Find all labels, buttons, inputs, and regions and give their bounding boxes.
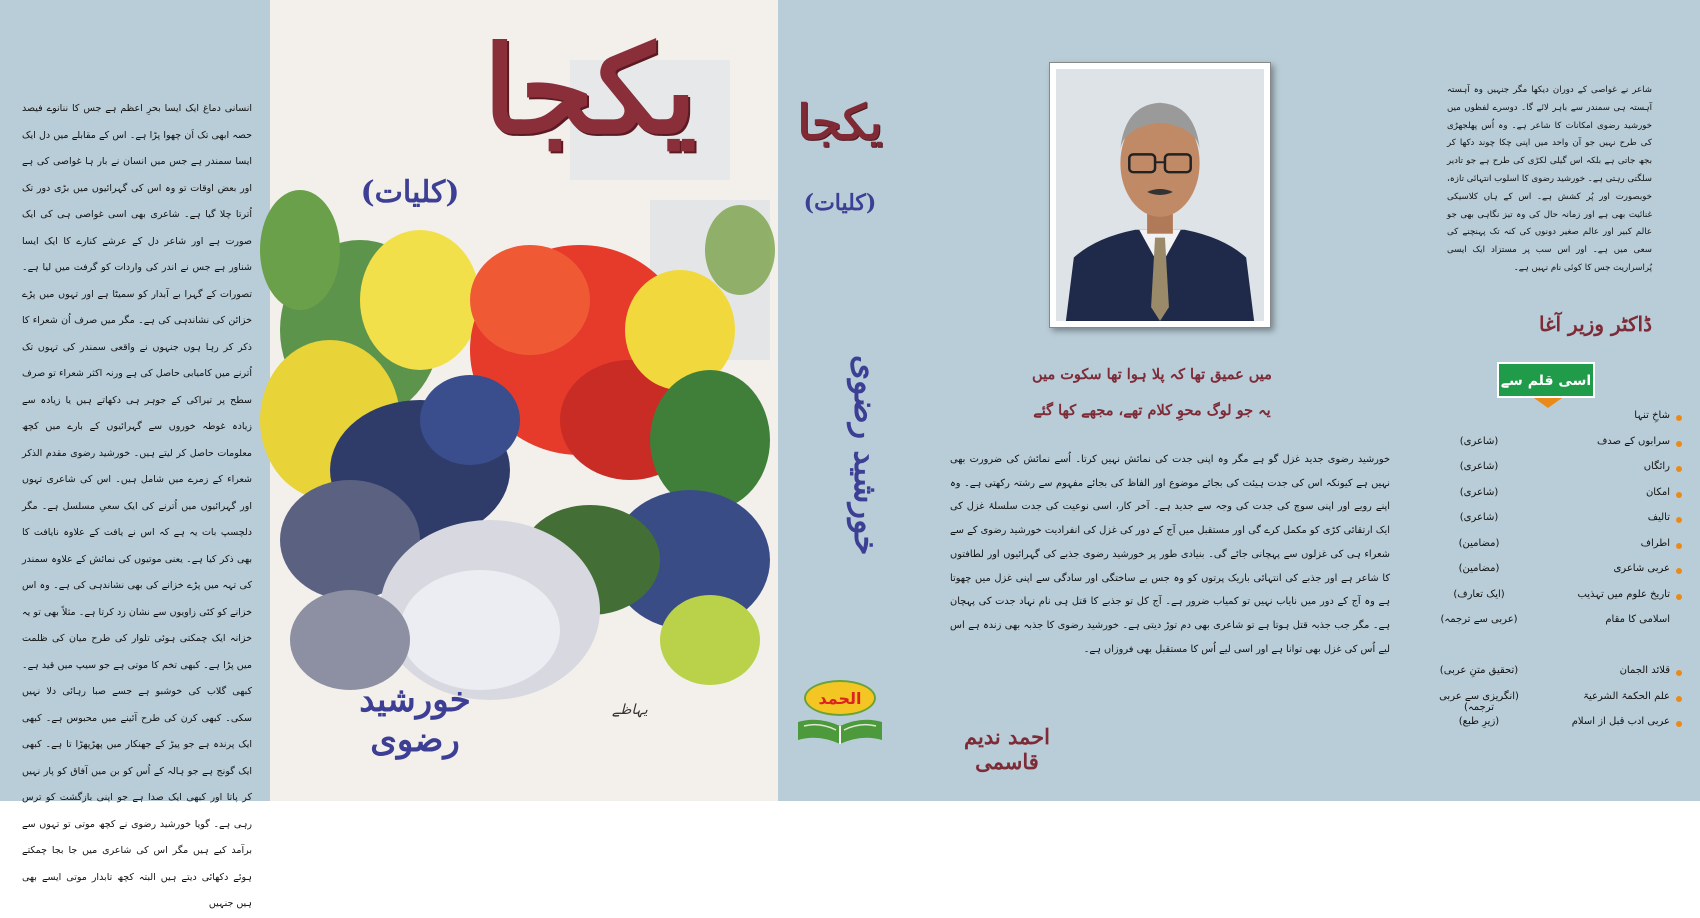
work-type: (عربی سے ترجمہ)	[1440, 614, 1518, 625]
cover-author: خورشید رضوی	[359, 680, 471, 760]
works-banner: اسی قلم سے	[1497, 362, 1595, 398]
work-title: امکان	[1645, 486, 1670, 498]
work-title: اسلامی کا مقام	[1605, 614, 1670, 625]
work-type: (شاعری)	[1459, 435, 1499, 447]
bullet-icon	[1676, 696, 1682, 702]
work-type: (زیرِ طبع)	[1458, 716, 1500, 727]
publisher-name: الحمد	[804, 680, 876, 716]
list-item	[1394, 638, 1684, 664]
work-title: رائگاں	[1643, 461, 1670, 472]
back-cover	[902, 0, 1700, 801]
bullet-icon	[1676, 543, 1682, 549]
list-item	[1394, 536, 1684, 562]
author-portrait	[1056, 69, 1264, 321]
artist-signature: یہاظے	[612, 702, 648, 718]
list-item	[1394, 408, 1684, 434]
work-type: (ایک تعارف)	[1453, 588, 1505, 600]
spine-title: یکجا	[797, 95, 883, 151]
aga-author: ڈاکٹر وزیر آغا	[1538, 312, 1652, 336]
list-item	[1394, 714, 1684, 740]
list-item	[1394, 587, 1684, 613]
bullet-icon	[1676, 594, 1682, 600]
couplet-line-1: میں عمیق تھا کہ پلا ہوا تھا سکوت میں	[1032, 366, 1272, 383]
bullet-icon	[1676, 441, 1682, 447]
work-type: (انگریزی سے عربی ترجمہ)	[1439, 690, 1519, 713]
front-cover	[270, 0, 778, 801]
list-item	[1394, 434, 1684, 460]
publisher-logo	[790, 680, 890, 750]
bullet-icon	[1676, 415, 1682, 421]
work-title: قلائد الجمان	[1619, 665, 1670, 676]
left-flap	[0, 0, 270, 909]
list-item	[1394, 561, 1684, 587]
work-type: (مضامین)	[1458, 537, 1500, 549]
work-title: شاخِ تنہا	[1634, 410, 1670, 421]
works-list	[1394, 408, 1684, 740]
work-type: (شاعری)	[1459, 461, 1499, 472]
cover-title: یکجا	[483, 20, 697, 161]
intro-author: احمد ندیم قاسمی	[964, 724, 1050, 774]
work-title: اطراف	[1640, 537, 1670, 549]
spine	[778, 0, 902, 801]
work-title: سرابوں کے صدف	[1596, 435, 1670, 447]
work-title: تالیف	[1647, 512, 1670, 523]
work-type: (مضامین)	[1458, 563, 1500, 574]
list-item	[1394, 510, 1684, 536]
bullet-icon	[1676, 670, 1682, 676]
bullet-icon	[1676, 568, 1682, 574]
intro-text: خورشید رضوی جدید غزل گو ہے مگر وہ اپنی جدت کی نمائش نہیں کرتا۔ اُسے نمائش کی ضرورت بھی نہیں ہے کیونکہ اس کی جدت ہیئت کی بجائے موضوع اور الفاظ کی بجائے مفہوم سے رشتہ رکھتی ہے۔ وہ اپنے رویے اور اپنی سوچ کی جدت کی وجہ سے جدید ہے۔ آخر کار، اسی نوعیت کی جدت سلسلۂ غزل کی ایک ارتقائی کڑی کو مکمل کرے گی اور مستقبل میں آج کے دور کی غزل کی انفرادیت خورشید رضوی کے سے شعراء ہی کی غزلوں سے پہچانی جائے گی۔ بنیادی طور پر خورشید رضوی جذبے کی گہرائیوں اور لطافتوں کا شاعر ہے اور جذبے کی انتہائی باریک پرتوں کو وہ جس بے ساختگی اور سادگی سے اپنی غزل میں چھوتا ہے وہ آج کے دور میں نایاب نہیں تو کمیاب ضرور ہے۔ آج کل تو جذبے کا قتل ہی نام نہاد جدت کی پہچان ہے۔ مگر جب جذبہ قتل ہوتا ہے تو شاعری بھی دم توڑ دیتی ہے۔ خورشید رضوی کا جذبہ بھی زندہ ہے اس لیے اُس کی غزل بھی توانا ہے اور اسی لیے اُس کا مستقبل بھی فروزاں ہے۔	[950, 454, 1390, 655]
work-type: (شاعری)	[1459, 486, 1499, 498]
work-title: عربی شاعری	[1613, 563, 1670, 574]
list-item	[1394, 612, 1684, 638]
work-type: (شاعری)	[1459, 512, 1499, 523]
bullet-icon	[1676, 466, 1682, 472]
list-item	[1394, 663, 1684, 689]
list-item	[1394, 459, 1684, 485]
list-item	[1394, 689, 1684, 715]
bullet-icon	[1676, 517, 1682, 523]
work-type: (تحقیق متنِ عربی)	[1439, 665, 1519, 676]
work-title: تاریخ علوم میں تہذیب	[1577, 588, 1670, 600]
aga-text: شاعر نے غواصی کے دوران دیکھا مگر جنہیں وہ آہستہ آہستہ ہی سمندر سے باہر لائے گا۔ دوسرے لفظوں میں خورشید رضوی امکانات کا شاعر ہے۔ وہ اُس پھلجھڑی کی طرح نہیں جو آن واحد میں اپنی چکا چوند دکھا کر بجھ جاتی ہے بلکہ اس گیلی لکڑی کی طرح ہے جو تادیر سلگتی رہتی ہے۔ خورشید رضوی کا اسلوب انتہائی تازہ، خوبصورت اور پُر کشش ہے۔ اس کے ہاں کلاسیکی غنائیت بھی ہے اور زمانہ حال کی وہ تیز نگاہی بھی جو عالم کبیر اور عالم صغیر دونوں کی کنہ تک پہنچنے کی سعی میں ہے۔ اور اس سب پر مستزاد ایک ایسی پُراسراریت جس کا کوئی نام نہیں ہے۔	[1447, 85, 1652, 273]
left-flap-text: انسانی دماغ ایک ایسا بحرِ اعظم ہے جس کا ننانوے فیصد حصہ ابھی تک اَن چھوا پڑا ہے۔ اس کے مقابلے میں دل ایک ایسا سمندر ہے جس میں انسان نے بار ہا غواصی کی ہے اور بعض اوقات تو وہ اس کی گہرائیوں میں بڑی دور تک اُترتا چلا گیا ہے۔ شاعری بھی اسی غواصی ہی کی ایک صورت ہے اور شاعر دل کے عرشے کنارے کا ایک ایسا شناور ہے جس نے اندر کی واردات کو گرفت میں لیا ہے۔ تصورات کے گہرا بے آبدار کو سمیٹا ہے اور تہوں میں پڑے خزائن کی نشاندہی کی ہے۔ مگر میں صرف اُن شعراء کا ذکر کر رہا ہوں جنہوں نے واقعی سمندر کی تہوں تک اُترنے میں کامیابی حاصل کی ہے ورنہ اکثر شعراء تو صرف سطح پر تیراکی کے جوہر ہی دکھاتے ہیں یا زیادہ سے زیادہ غوطہ خوروں سے گہرائیوں کے بارے میں کچھ معلومات حاصل کر لیتے ہیں۔ خورشید رضوی مقدم الذکر شعراء کے زمرے میں شامل ہیں۔ اس کی شاعری تہوں اور گہرائیوں میں اُترنے کی ایک سعیِ مسلسل ہے۔ مگر دلچسپ بات یہ ہے کہ اس نے یافت کے علاوہ نایافت کا بھی ذکر کیا ہے۔ یعنی موتیوں کی نمائش کے علاوہ سمندر کی تہہ میں پڑے خزانے کی بھی نشاندہی کی ہے۔ وہ اس خزانے کو کئی زاویوں سے نشان زد کرتا ہے۔ مثلاً بھی تو یہ خزانہ ایک چمکتی ہوئی تلوار کی طرح میان کی ظلمت میں پڑا ہے۔ کبھی تخم کا موتی ہے جو سیپ میں قید ہے۔ کبھی گلاب کی خوشبو ہے جسے صبا رہائی دلا نہیں سکی۔ کبھی کرن کی طرح آئینے میں محبوس ہے۔ کبھی ایک پرندہ ہے جو پیڑ کے جھنکار میں پھڑپھڑا تا ہے۔ کبھی ایک گونج ہے جو ہالہ کے اُس کو بن میں آفاق کو پار نہیں کر پاتا اور کبھی ایک صدا ہے جو اپنی بازگشت کو ترس رہی ہے۔ گویا خورشید رضوی نے کچھ موتی تو تہوں سے برآمد کیے ہیں مگر اس کی شاعری میں جا بجا چمکتے ہوئے دکھائی دیتے ہیں البتہ کچھ تابدار موتی ایسے بھی ہیں جنہیں	[22, 103, 252, 909]
bullet-icon	[1676, 721, 1682, 727]
work-title: علم الحکمۃ الشرعیۃ	[1583, 690, 1670, 702]
list-item	[1394, 485, 1684, 511]
spine-author: خورشید رضوی	[847, 354, 885, 556]
cover-subtitle: (کلیات)	[360, 175, 460, 210]
open-book-icon	[796, 716, 884, 746]
couplet-line-2: یہ جو لوگ محوِ کلام تھے، مجھے کھا گئے	[1033, 402, 1271, 419]
bullet-icon	[1676, 492, 1682, 498]
spine-subtitle: (کلیات)	[803, 190, 877, 216]
work-title: عربی ادب قبل از اسلام	[1571, 716, 1670, 727]
author-photo	[1049, 62, 1271, 328]
